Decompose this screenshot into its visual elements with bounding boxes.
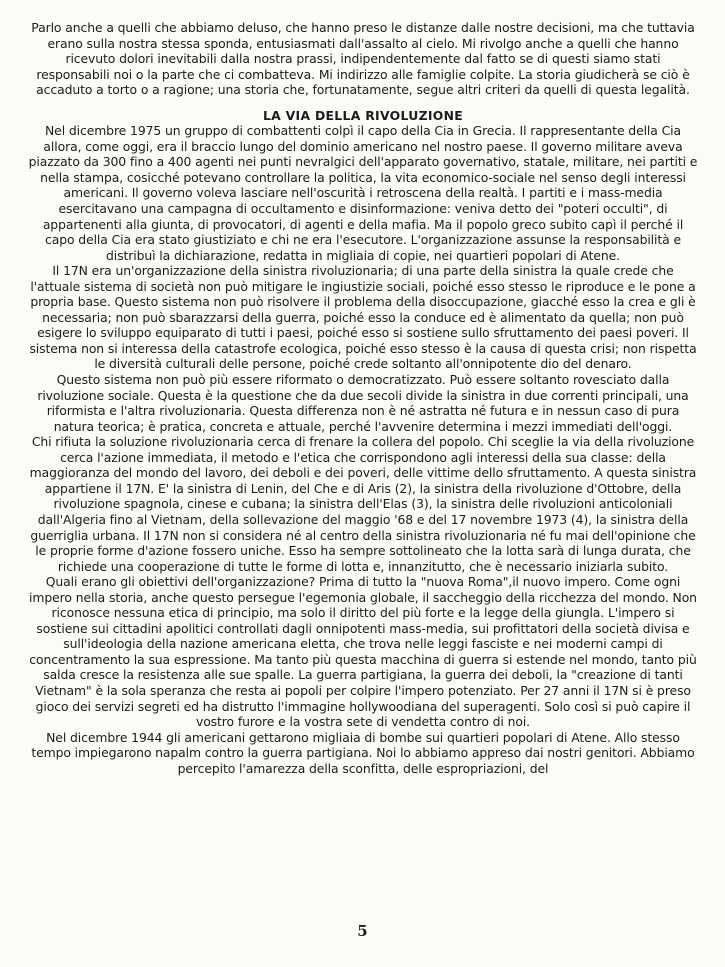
body-paragraph-6: Nel dicembre 1944 gli americani gettarono migliaia di bombe sui quartieri popolari di Atene. Allo stesso tempo impiegarono napalm contro la guerra partigiana. Noi lo abbiamo appreso dai nostri genitori. Abbiamo percepito l'amarezza della sconfitta, delle espropriazioni, del: [31, 729, 695, 776]
page-number: 5: [357, 922, 368, 940]
intro-paragraph: Parlo anche a quelli che abbiamo deluso, che hanno preso le distanze dalle nostre decisioni, ma che tuttavia erano sulla nostra stessa sponda, entusiasmati dall'assalto al cielo. Mi rivolgo anche a quelli che hanno ricevuto dolori inevitabili dalla nostra prassi, indipendentemente dal fatto se di questi siamo stati responsabili noi o la parte che ci combatteva. Mi indirizzo alle famiglie colpite. La storia giudicherà se ciò è accaduto a torto o a ragione; una storia che, fortunatamente, segue altri criteri da quelli di questa legalità.: [31, 20, 695, 98]
body-paragraph-2: Il 17N era un'organizzazione della sinistra rivoluzionaria; di una parte della sinistra la quale crede che l'attuale sistema di società non può mitigare le ingiustizie sociali, poiché esso stesso le riproduce e le pone a propria base. Questo sistema non può risolvere il problema della disoccupazione, giacché esso la crea e gli è necessaria; non può sbarazzarsi della guerra, poiché esso la conduce ed è alimentato da quella; non può esigere lo sviluppo equiparato di tutti i paesi, poiché esso si sostiene sullo sfruttamento dei paesi poveri. Il sistema non si interessa della catastrofe ecologica, poiché esso stesso è la causa di questa crisi; non rispetta le diversità culturali delle persone, poiché crede soltanto all'onnipotente dio del denaro.: [29, 263, 697, 372]
body-paragraph-3: Questo sistema non può più essere riformato o democratizzato. Può essere soltanto rovesciato dalla rivoluzione sociale. Questa è la questione che da due secoli divide la sinistra in due correnti principali, una riformista e l'altra rivoluzionaria. Questa differenza non è né astratta né futura e in nessun caso di pura natura teorica; è pratica, concreta e attuale, perché l'avvenire determina i mezzi immediati dell'oggi.: [37, 372, 689, 434]
section-heading: LA VIA DELLA RIVOLUZIONE: [262, 107, 464, 123]
document-page: [28, 20, 698, 776]
body-paragraph-5: Quali erano gli obiettivi dell'organizzazione? Prima di tutto la "nuova Roma",il nuovo impero. Come ogni impero nella storia, anche questo persegue l'egemonia globale, il saccheggio della ricchezza del mondo. Non riconosce nessuna etica di principio, ma solo il diritto del più forte e la legge della giungla. L'impero si sostiene sui cittadini apolitici controllati dagli onnipotenti mass-media, sui profittatori della società divisa e sull'ideologia della nazione americana eletta, che trova nelle leggi fasciste e nei moderni campi di concentramento la sua espressione. Ma tanto più questa macchina di guerra si estende nel mondo, tanto più salda cresce la resistenza alle sue spalle. La guerra partigiana, la guerra dei deboli, la "creazione di tanti Vietnam" è la sola speranza che resta ai popoli per colpire l'impero potenziato. Per 27 anni il 17N si è preso gioco dei servizi segreti ed ha distrutto l'immagine hollywoodiana del superagenti. Solo così si può capire il vostro furore e la vostra sete di vendetta contro di noi.: [29, 574, 697, 730]
body-paragraph-1: Nel dicembre 1975 un gruppo di combattenti colpì il capo della Cia in Grecia. Il rappresentante della Cia allora, come oggi, era il braccio lungo del dominio americano nel nostro paese. Il governo militare aveva piazzato da 300 fino a 400 agenti nei punti nevralgici dell'apparato governativo, statale, militare, nei partiti e nella stampa, cosicché potevano controllare la politica, la vita economico-sociale nel senso degli interessi americani. Il governo voleva lasciare nell'oscurità i retroscena della realtà. I partiti e i mass-media esercitavano una campagna di occultamento e disinformazione: veniva detto dei "poteri occulti", di appartenenti alla giunta, di provocatori, di agenti e della mafia. Ma il popolo greco subito capì il perché il capo della Cia era stato giustiziato e chi ne era l'esecutore. L'organizzazione assunse la responsabilità e distribuì la dichiarazione, redatta in migliaia di copie, nei quartieri popolari di Atene.: [28, 123, 698, 263]
body-paragraph-4: Chi rifiuta la soluzione rivoluzionaria cerca di frenare la collera del popolo. Chi sceglie la via della rivoluzione cerca l'azione immediata, il metodo e l'etica che corrispondono agli interessi della sua classe: della maggioranza del mondo del lavoro, dei deboli e dei poveri, delle vittime dello sfruttamento. A questa sinistra appartiene il 17N. E' la sinistra di Lenin, del Che e di Aris (2), la sinistra della rivoluzione d'Ottobre, della rivoluzione spagnola, cinese e cubana; la sinistra dell'Elas (3), la sinistra delle rivoluzioni anticoloniali dall'Algeria fino al Vietnam, della sollevazione del maggio '68 e del 17 novembre 1973 (4), la sinistra della guerriglia urbana. Il 17N non si considera né al centro della sinistra rivoluzionaria né fu mai dell'opinione che le proprie forme d'azione fossero uniche. Esso ha sempre sottolineato che la lotta sarà di lunga durata, che richiede una cooperazione di tutte le forme di lotta e, innanzitutto, che è necessario iniziarla subito.: [29, 434, 697, 574]
